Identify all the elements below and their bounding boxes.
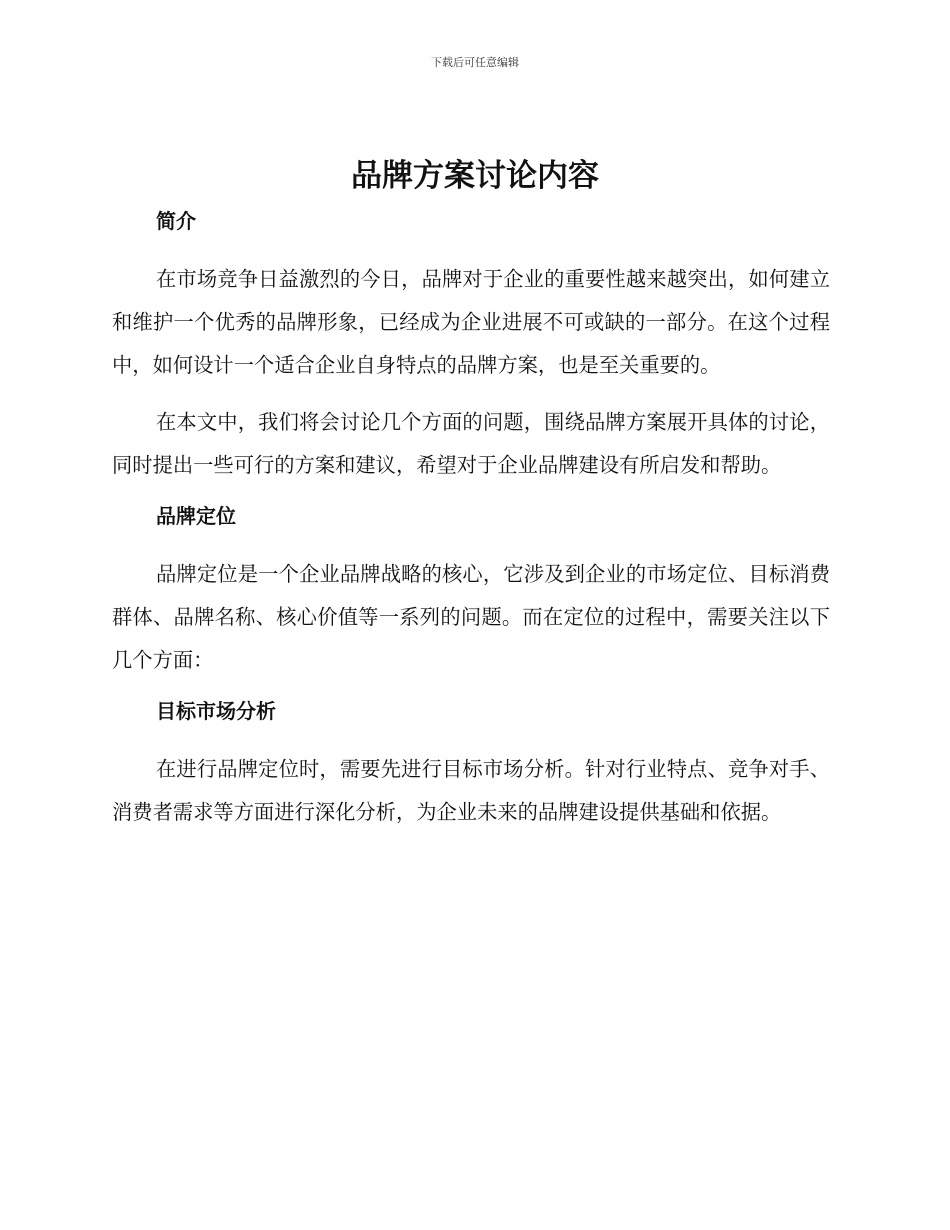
paragraph: 在本文中，我们将会讨论几个方面的问题，围绕品牌方案展开具体的讨论，同时提出一些可行的方案和建议，希望对于企业品牌建设有所启发和帮助。 (112, 410, 830, 477)
document-body (112, 206, 830, 848)
document-title: 品牌方案讨论内容 (351, 158, 599, 194)
page-header-note: 下载后可任意编辑 (431, 56, 519, 69)
section-heading-intro: 简介 (156, 209, 196, 233)
section-heading-brand-positioning: 品牌定位 (156, 504, 236, 528)
paragraph: 品牌定位是一个企业品牌战略的核心，它涉及到企业的市场定位、目标消费群体、品牌名称、核心价值等一系列的问题。而在定位的过程中，需要关注以下几个方面： (112, 562, 830, 672)
paragraph: 在进行品牌定位时，需要先进行目标市场分析。针对行业特点、竞争对手、消费者需求等方面进行深化分析，为企业未来的品牌建设提供基础和依据。 (112, 757, 830, 824)
section-heading-target-market-analysis: 目标市场分析 (156, 699, 276, 723)
paragraph: 在市场竞争日益激烈的今日，品牌对于企业的重要性越来越突出，如何建立和维护一个优秀的品牌形象，已经成为企业进展不可或缺的一部分。在这个过程中，如何设计一个适合企业自身特点的品牌方案，也是至关重要的。 (112, 267, 830, 377)
